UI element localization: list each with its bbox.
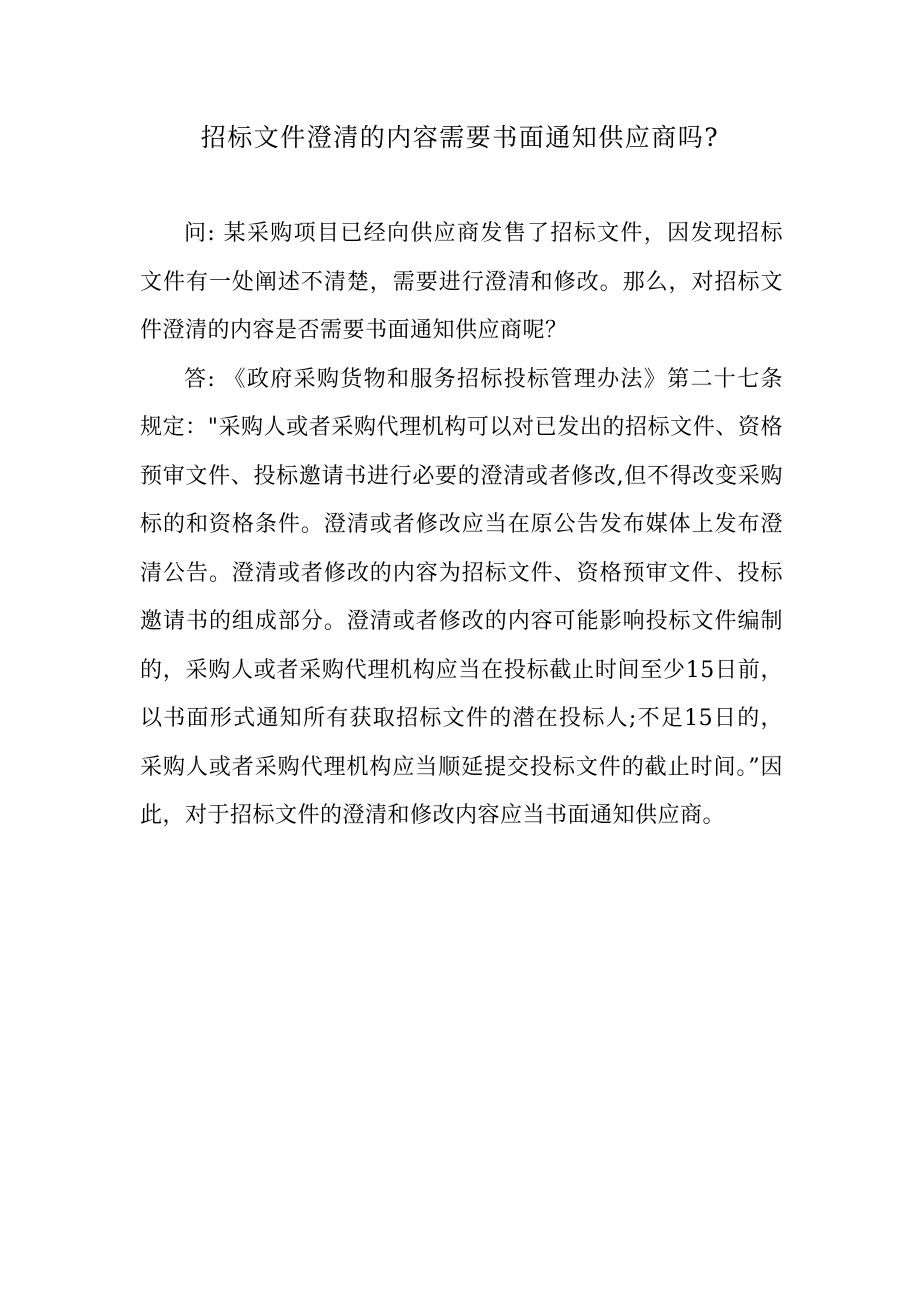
question-paragraph: 问: 某采购项目已经向供应商发售了招标文件，因发现招标文件有一处阐述不清楚，需要进行澄清和修改。那么，对招标文件澄清的内容是否需要书面通知供应商呢？: [140, 221, 783, 343]
document-body: [140, 210, 783, 841]
document-title: 招标文件澄清的内容需要书面通知供应商吗?: [200, 123, 720, 152]
answer-paragraph: 答: 《政府采购货物和服务招标投标管理办法》第二十七条规定："采购人或者采购代理机构可以对已发出的招标文件、资格预审文件、投标邀请书进行必要的澄清或者修改,但不得改变采购标的和资格条件。澄清或者修改应当在原公告发布媒体上发布澄清公告。澄清或者修改的内容为招标文件、资格预审文件、投标邀请书的组成部分。澄清或者修改的内容可能影响投标文件编制的，采购人或者采购代理机构应当在投标截止时间至少15日前，以书面形式通知所有获取招标文件的潜在投标人;不足15日的，采购人或者采购代理机构应当顺延提交投标文件的截止时间。”因此，对于招标文件的澄清和修改内容应当书面通知供应商。: [140, 366, 783, 828]
